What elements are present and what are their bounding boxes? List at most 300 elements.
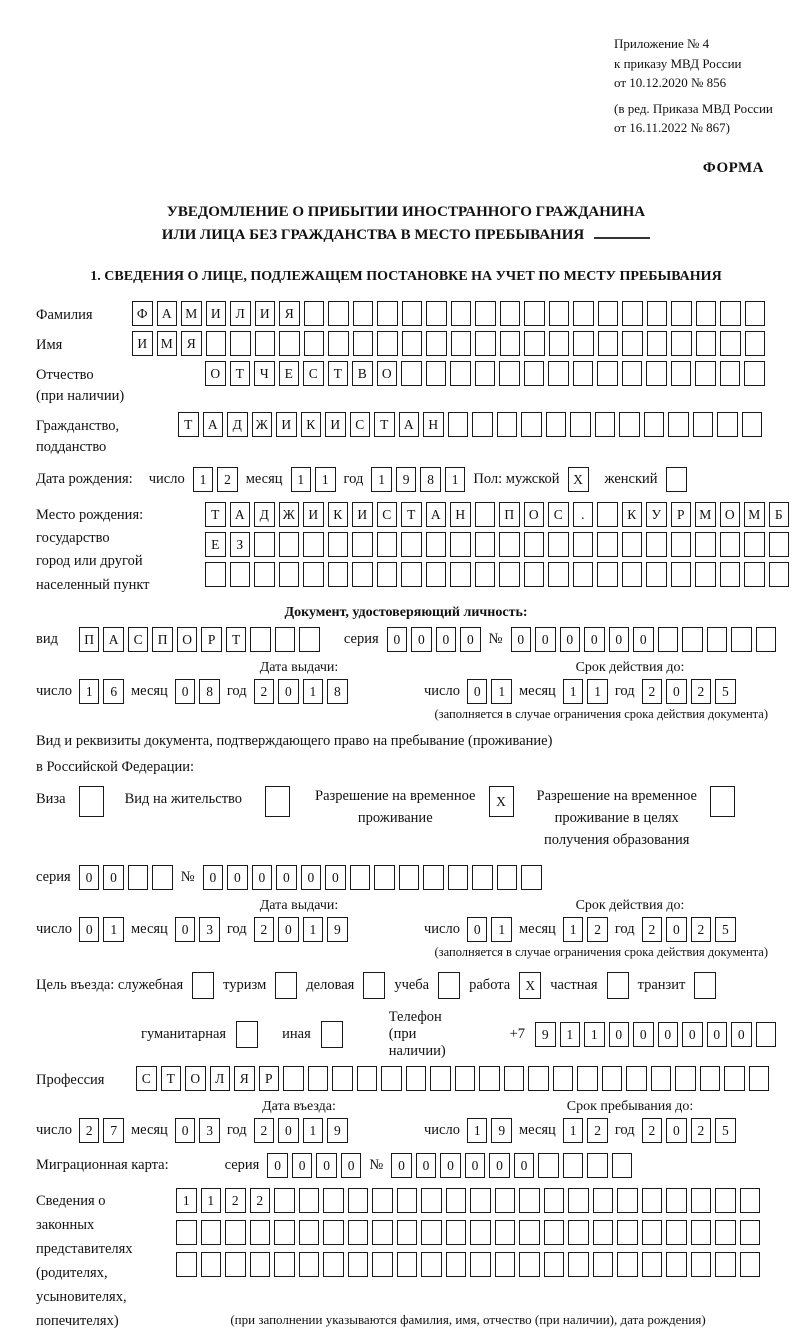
char-box[interactable] <box>568 1252 589 1277</box>
char-box[interactable] <box>602 1066 623 1091</box>
char-box[interactable]: 0 <box>278 917 299 942</box>
char-box[interactable]: Р <box>259 1066 280 1091</box>
char-box[interactable] <box>397 1188 418 1213</box>
char-box[interactable]: Ж <box>252 412 273 437</box>
char-box[interactable]: А <box>157 301 178 326</box>
char-box[interactable]: 0 <box>391 1153 412 1178</box>
char-box[interactable]: 0 <box>316 1153 337 1178</box>
char-box[interactable]: 2 <box>254 679 275 704</box>
char-box[interactable] <box>470 1220 491 1245</box>
char-box[interactable]: И <box>303 502 324 527</box>
char-box[interactable]: Т <box>161 1066 182 1091</box>
char-box[interactable] <box>519 1220 540 1245</box>
char-box[interactable] <box>720 532 741 557</box>
char-box[interactable]: 9 <box>396 467 417 492</box>
char-box[interactable] <box>538 1153 559 1178</box>
char-box[interactable]: 0 <box>341 1153 362 1178</box>
char-box[interactable]: 2 <box>642 679 663 704</box>
char-box[interactable] <box>524 301 545 326</box>
char-box[interactable] <box>500 331 521 356</box>
char-box[interactable] <box>250 627 271 652</box>
char-box[interactable]: И <box>352 502 373 527</box>
char-box[interactable] <box>744 361 765 386</box>
char-box[interactable]: 9 <box>491 1118 512 1143</box>
char-box[interactable] <box>472 412 493 437</box>
char-box[interactable] <box>254 562 275 587</box>
char-box[interactable]: 2 <box>642 1118 663 1143</box>
char-box[interactable] <box>691 1188 712 1213</box>
char-box[interactable]: З <box>230 532 251 557</box>
char-box[interactable] <box>495 1188 516 1213</box>
char-box[interactable] <box>622 331 643 356</box>
char-box[interactable] <box>381 1066 402 1091</box>
char-box[interactable]: 0 <box>731 1022 752 1047</box>
char-box[interactable] <box>682 627 703 652</box>
char-box[interactable] <box>421 1188 442 1213</box>
char-box[interactable] <box>720 562 741 587</box>
char-box[interactable]: 9 <box>327 1118 348 1143</box>
char-box[interactable] <box>455 1066 476 1091</box>
char-box[interactable]: 0 <box>278 679 299 704</box>
char-box[interactable] <box>769 532 790 557</box>
char-box[interactable] <box>401 532 422 557</box>
char-box[interactable] <box>401 562 422 587</box>
char-box[interactable]: 1 <box>79 679 100 704</box>
char-box[interactable] <box>323 1252 344 1277</box>
char-box[interactable] <box>495 1252 516 1277</box>
char-box[interactable] <box>499 532 520 557</box>
char-box[interactable] <box>598 331 619 356</box>
char-box[interactable] <box>323 1220 344 1245</box>
char-box[interactable] <box>470 1188 491 1213</box>
char-box[interactable] <box>521 412 542 437</box>
char-box[interactable] <box>299 1252 320 1277</box>
char-box[interactable] <box>352 532 373 557</box>
char-box[interactable]: 1 <box>303 917 324 942</box>
char-box[interactable]: 8 <box>199 679 220 704</box>
char-box[interactable] <box>283 1066 304 1091</box>
char-box[interactable] <box>303 562 324 587</box>
char-box[interactable]: 5 <box>715 1118 736 1143</box>
char-box[interactable]: А <box>203 412 224 437</box>
char-box[interactable] <box>524 361 545 386</box>
char-box[interactable] <box>497 412 518 437</box>
char-box[interactable] <box>544 1188 565 1213</box>
char-box[interactable] <box>745 331 766 356</box>
char-box[interactable]: Я <box>234 1066 255 1091</box>
char-box[interactable] <box>658 627 679 652</box>
char-box[interactable]: 0 <box>175 679 196 704</box>
char-box[interactable] <box>372 1220 393 1245</box>
char-box[interactable]: П <box>499 502 520 527</box>
sex-female-checkbox[interactable] <box>666 467 687 492</box>
char-box[interactable] <box>612 1153 633 1178</box>
char-box[interactable]: 1 <box>467 1118 488 1143</box>
char-box[interactable] <box>646 532 667 557</box>
char-box[interactable]: Т <box>230 361 251 386</box>
char-box[interactable]: Ж <box>279 502 300 527</box>
char-box[interactable]: 6 <box>103 679 124 704</box>
char-box[interactable] <box>497 865 518 890</box>
char-box[interactable]: И <box>132 331 153 356</box>
char-box[interactable] <box>426 301 447 326</box>
char-box[interactable] <box>715 1252 736 1277</box>
char-box[interactable]: О <box>524 502 545 527</box>
char-box[interactable]: 0 <box>175 1118 196 1143</box>
char-box[interactable]: 0 <box>584 627 605 652</box>
char-box[interactable] <box>446 1252 467 1277</box>
char-box[interactable] <box>744 562 765 587</box>
char-box[interactable] <box>769 562 790 587</box>
char-box[interactable]: 1 <box>563 679 584 704</box>
purpose-private-checkbox[interactable] <box>607 972 629 999</box>
char-box[interactable] <box>597 532 618 557</box>
char-box[interactable]: 0 <box>682 1022 703 1047</box>
char-box[interactable] <box>617 1188 638 1213</box>
char-box[interactable]: 1 <box>563 917 584 942</box>
char-box[interactable]: К <box>328 502 349 527</box>
char-box[interactable] <box>671 301 692 326</box>
char-box[interactable]: И <box>206 301 227 326</box>
char-box[interactable] <box>693 412 714 437</box>
char-box[interactable]: Л <box>230 301 251 326</box>
char-box[interactable] <box>717 412 738 437</box>
char-box[interactable]: 0 <box>609 627 630 652</box>
char-box[interactable] <box>675 1066 696 1091</box>
char-box[interactable]: 1 <box>315 467 336 492</box>
char-box[interactable]: К <box>301 412 322 437</box>
char-box[interactable]: О <box>720 502 741 527</box>
char-box[interactable] <box>720 361 741 386</box>
char-box[interactable]: С <box>128 627 149 652</box>
char-box[interactable] <box>720 331 741 356</box>
char-box[interactable] <box>499 361 520 386</box>
char-box[interactable] <box>568 1220 589 1245</box>
char-box[interactable] <box>651 1066 672 1091</box>
char-box[interactable]: 5 <box>715 917 736 942</box>
char-box[interactable]: 0 <box>560 627 581 652</box>
char-box[interactable]: 1 <box>371 467 392 492</box>
char-box[interactable]: 0 <box>633 1022 654 1047</box>
char-box[interactable]: А <box>230 502 251 527</box>
char-box[interactable] <box>299 1220 320 1245</box>
char-box[interactable]: 2 <box>250 1188 271 1213</box>
char-box[interactable] <box>573 532 594 557</box>
char-box[interactable] <box>563 1153 584 1178</box>
char-box[interactable] <box>206 331 227 356</box>
char-box[interactable]: 1 <box>587 679 608 704</box>
char-box[interactable]: У <box>646 502 667 527</box>
char-box[interactable] <box>593 1220 614 1245</box>
char-box[interactable] <box>451 301 472 326</box>
char-box[interactable]: Я <box>279 301 300 326</box>
visa-checkbox[interactable] <box>79 786 104 817</box>
char-box[interactable] <box>573 562 594 587</box>
char-box[interactable]: 0 <box>175 917 196 942</box>
char-box[interactable]: 2 <box>254 1118 275 1143</box>
char-box[interactable] <box>671 361 692 386</box>
char-box[interactable] <box>176 1252 197 1277</box>
char-box[interactable] <box>598 301 619 326</box>
char-box[interactable]: 0 <box>467 917 488 942</box>
char-box[interactable]: 2 <box>642 917 663 942</box>
char-box[interactable]: И <box>276 412 297 437</box>
char-box[interactable] <box>745 301 766 326</box>
char-box[interactable] <box>201 1220 222 1245</box>
char-box[interactable]: Б <box>769 502 790 527</box>
char-box[interactable]: В <box>352 361 373 386</box>
char-box[interactable] <box>377 532 398 557</box>
char-box[interactable] <box>332 1066 353 1091</box>
char-box[interactable] <box>230 331 251 356</box>
char-box[interactable]: 1 <box>445 467 466 492</box>
char-box[interactable]: М <box>181 301 202 326</box>
char-box[interactable]: Д <box>227 412 248 437</box>
char-box[interactable] <box>740 1220 761 1245</box>
char-box[interactable]: 1 <box>176 1188 197 1213</box>
char-box[interactable]: Т <box>178 412 199 437</box>
char-box[interactable] <box>374 865 395 890</box>
char-box[interactable]: 1 <box>291 467 312 492</box>
char-box[interactable] <box>504 1066 525 1091</box>
char-box[interactable] <box>475 361 496 386</box>
purpose-business-checkbox[interactable] <box>363 972 385 999</box>
char-box[interactable] <box>397 1252 418 1277</box>
char-box[interactable]: О <box>177 627 198 652</box>
char-box[interactable]: М <box>157 331 178 356</box>
char-box[interactable]: 1 <box>491 917 512 942</box>
char-box[interactable] <box>426 532 447 557</box>
char-box[interactable]: 0 <box>666 917 687 942</box>
char-box[interactable]: 2 <box>254 917 275 942</box>
char-box[interactable] <box>308 1066 329 1091</box>
char-box[interactable] <box>546 412 567 437</box>
char-box[interactable] <box>544 1220 565 1245</box>
char-box[interactable] <box>372 1252 393 1277</box>
char-box[interactable] <box>399 865 420 890</box>
char-box[interactable] <box>668 412 689 437</box>
char-box[interactable] <box>568 1188 589 1213</box>
char-box[interactable] <box>644 412 665 437</box>
char-box[interactable]: О <box>185 1066 206 1091</box>
char-box[interactable] <box>328 532 349 557</box>
char-box[interactable]: Р <box>201 627 222 652</box>
char-box[interactable] <box>720 301 741 326</box>
char-box[interactable]: 1 <box>491 679 512 704</box>
char-box[interactable] <box>328 301 349 326</box>
char-box[interactable] <box>304 301 325 326</box>
char-box[interactable]: 0 <box>658 1022 679 1047</box>
char-box[interactable]: 0 <box>79 917 100 942</box>
char-box[interactable] <box>646 562 667 587</box>
purpose-transit-checkbox[interactable] <box>694 972 716 999</box>
char-box[interactable] <box>666 1188 687 1213</box>
char-box[interactable] <box>695 532 716 557</box>
char-box[interactable] <box>401 361 422 386</box>
char-box[interactable]: 9 <box>535 1022 556 1047</box>
char-box[interactable] <box>470 1252 491 1277</box>
char-box[interactable] <box>475 502 496 527</box>
char-box[interactable] <box>128 865 149 890</box>
char-box[interactable]: С <box>136 1066 157 1091</box>
char-box[interactable] <box>549 301 570 326</box>
char-box[interactable]: С <box>350 412 371 437</box>
char-box[interactable]: 0 <box>467 679 488 704</box>
char-box[interactable] <box>749 1066 770 1091</box>
char-box[interactable]: 9 <box>327 917 348 942</box>
char-box[interactable] <box>519 1188 540 1213</box>
char-box[interactable] <box>695 361 716 386</box>
char-box[interactable]: О <box>377 361 398 386</box>
char-box[interactable] <box>715 1220 736 1245</box>
char-box[interactable] <box>700 1066 721 1091</box>
char-box[interactable] <box>548 361 569 386</box>
char-box[interactable]: 1 <box>303 1118 324 1143</box>
char-box[interactable] <box>450 532 471 557</box>
char-box[interactable]: Л <box>210 1066 231 1091</box>
char-box[interactable]: 2 <box>225 1188 246 1213</box>
char-box[interactable] <box>647 331 668 356</box>
char-box[interactable] <box>573 301 594 326</box>
char-box[interactable] <box>642 1252 663 1277</box>
char-box[interactable] <box>323 1188 344 1213</box>
char-box[interactable]: 2 <box>587 1118 608 1143</box>
char-box[interactable]: К <box>622 502 643 527</box>
char-box[interactable]: 0 <box>511 627 532 652</box>
char-box[interactable] <box>707 627 728 652</box>
char-box[interactable] <box>279 532 300 557</box>
char-box[interactable] <box>646 361 667 386</box>
char-box[interactable]: 0 <box>666 679 687 704</box>
char-box[interactable] <box>587 1153 608 1178</box>
char-box[interactable] <box>372 1188 393 1213</box>
purpose-work-checkbox[interactable]: X <box>519 972 541 999</box>
char-box[interactable] <box>352 562 373 587</box>
char-box[interactable] <box>622 532 643 557</box>
char-box[interactable] <box>548 532 569 557</box>
purpose-other-checkbox[interactable] <box>321 1021 343 1048</box>
char-box[interactable]: С <box>548 502 569 527</box>
char-box[interactable]: Д <box>254 502 275 527</box>
char-box[interactable] <box>250 1252 271 1277</box>
char-box[interactable] <box>597 562 618 587</box>
char-box[interactable] <box>744 532 765 557</box>
char-box[interactable]: Ф <box>132 301 153 326</box>
char-box[interactable]: П <box>152 627 173 652</box>
char-box[interactable] <box>544 1252 565 1277</box>
char-box[interactable] <box>377 331 398 356</box>
char-box[interactable]: 0 <box>387 627 408 652</box>
char-box[interactable] <box>201 1252 222 1277</box>
char-box[interactable] <box>348 1220 369 1245</box>
char-box[interactable]: Т <box>374 412 395 437</box>
char-box[interactable] <box>524 331 545 356</box>
char-box[interactable] <box>225 1220 246 1245</box>
char-box[interactable] <box>274 1220 295 1245</box>
char-box[interactable]: 3 <box>199 917 220 942</box>
char-box[interactable]: 1 <box>560 1022 581 1047</box>
char-box[interactable]: 0 <box>489 1153 510 1178</box>
char-box[interactable] <box>731 627 752 652</box>
char-box[interactable] <box>279 331 300 356</box>
char-box[interactable] <box>524 532 545 557</box>
char-box[interactable] <box>230 562 251 587</box>
char-box[interactable]: 2 <box>691 917 712 942</box>
char-box[interactable]: Н <box>450 502 471 527</box>
char-box[interactable]: Т <box>205 502 226 527</box>
char-box[interactable] <box>548 562 569 587</box>
char-box[interactable] <box>475 301 496 326</box>
char-box[interactable] <box>406 1066 427 1091</box>
char-box[interactable] <box>475 331 496 356</box>
char-box[interactable] <box>647 301 668 326</box>
char-box[interactable] <box>304 331 325 356</box>
char-box[interactable] <box>696 331 717 356</box>
char-box[interactable]: А <box>426 502 447 527</box>
char-box[interactable] <box>426 361 447 386</box>
char-box[interactable]: Н <box>423 412 444 437</box>
char-box[interactable] <box>475 562 496 587</box>
char-box[interactable]: 8 <box>327 679 348 704</box>
char-box[interactable]: 0 <box>411 627 432 652</box>
char-box[interactable] <box>570 412 591 437</box>
char-box[interactable]: М <box>695 502 716 527</box>
char-box[interactable] <box>671 331 692 356</box>
char-box[interactable] <box>519 1252 540 1277</box>
char-box[interactable] <box>450 361 471 386</box>
char-box[interactable] <box>255 331 276 356</box>
char-box[interactable] <box>671 562 692 587</box>
char-box[interactable] <box>426 331 447 356</box>
char-box[interactable]: А <box>103 627 124 652</box>
char-box[interactable] <box>446 1188 467 1213</box>
char-box[interactable] <box>577 1066 598 1091</box>
char-box[interactable] <box>617 1220 638 1245</box>
char-box[interactable] <box>642 1188 663 1213</box>
char-box[interactable]: 0 <box>707 1022 728 1047</box>
char-box[interactable] <box>152 865 173 890</box>
char-box[interactable] <box>421 1220 442 1245</box>
char-box[interactable] <box>756 1022 777 1047</box>
char-box[interactable]: 1 <box>303 679 324 704</box>
char-box[interactable]: Е <box>279 361 300 386</box>
char-box[interactable] <box>622 301 643 326</box>
temp-residence-checkbox[interactable]: X <box>489 786 514 817</box>
char-box[interactable] <box>597 502 618 527</box>
char-box[interactable]: 3 <box>199 1118 220 1143</box>
char-box[interactable]: 2 <box>79 1118 100 1143</box>
char-box[interactable] <box>622 361 643 386</box>
char-box[interactable]: 1 <box>201 1188 222 1213</box>
char-box[interactable] <box>666 1252 687 1277</box>
char-box[interactable]: А <box>399 412 420 437</box>
char-box[interactable] <box>450 562 471 587</box>
char-box[interactable]: 1 <box>584 1022 605 1047</box>
char-box[interactable] <box>402 301 423 326</box>
char-box[interactable]: 0 <box>252 865 273 890</box>
char-box[interactable]: И <box>255 301 276 326</box>
char-box[interactable]: 0 <box>465 1153 486 1178</box>
char-box[interactable]: О <box>205 361 226 386</box>
char-box[interactable] <box>597 361 618 386</box>
char-box[interactable] <box>250 1220 271 1245</box>
char-box[interactable] <box>446 1220 467 1245</box>
char-box[interactable]: И <box>325 412 346 437</box>
char-box[interactable] <box>430 1066 451 1091</box>
char-box[interactable]: Т <box>328 361 349 386</box>
char-box[interactable] <box>299 1188 320 1213</box>
char-box[interactable]: П <box>79 627 100 652</box>
